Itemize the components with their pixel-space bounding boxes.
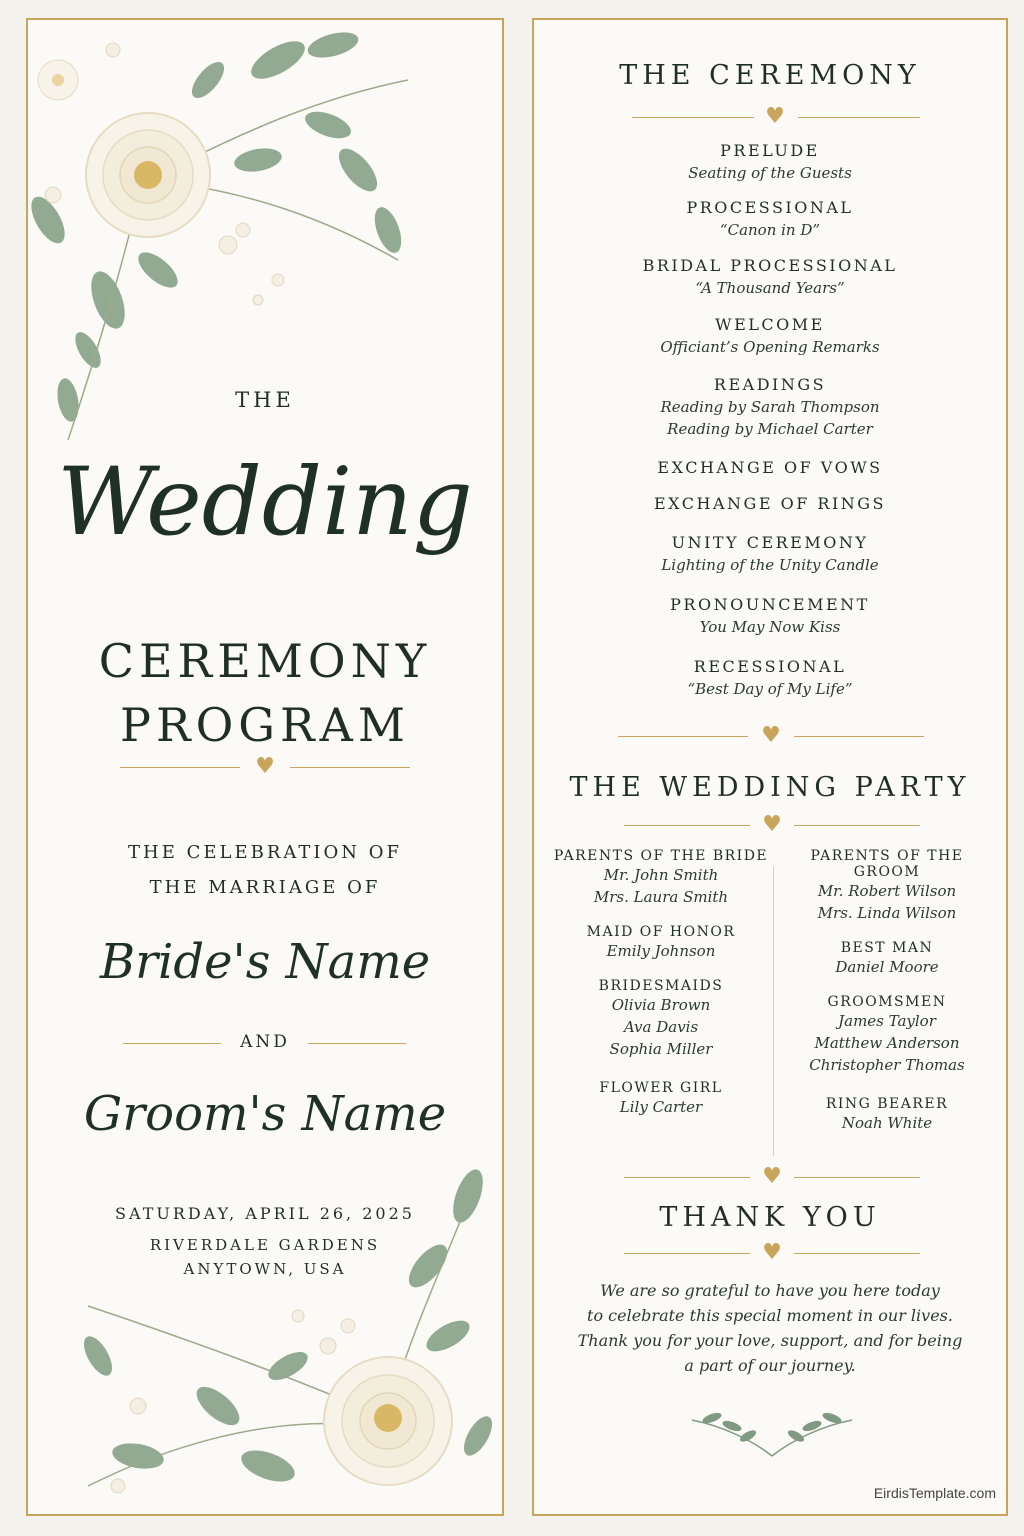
ceremony-item-unity-sub: Lighting of the Unity Candle <box>661 556 879 574</box>
party-name: Sophia Miller <box>609 1040 713 1058</box>
thanks-line: a part of our journey. <box>684 1356 856 1375</box>
role-ring-bearer: RING BEARER <box>825 1096 949 1112</box>
ceremony-item-unity: UNITY CEREMONY <box>671 533 869 552</box>
role-parents-groom: PARENTS OF THE GROOM <box>810 848 964 880</box>
ceremony-item-rings: EXCHANGE OF RINGS <box>654 494 886 513</box>
party-right-column <box>776 848 998 1134</box>
template-credit: EirdisTemplate.com <box>873 1485 996 1501</box>
cover-program-word: PROGRAM <box>120 698 410 752</box>
heart-icon: ♥ <box>765 104 785 129</box>
ceremony-item-welcome: WELCOME <box>715 315 825 334</box>
ceremony-end-divider <box>618 725 924 749</box>
ceremony-title: THE CEREMONY <box>619 60 921 91</box>
role-groomsmen: GROOMSMEN <box>827 994 947 1010</box>
ceremony-item-pronouncement: PRONOUNCEMENT <box>670 595 870 614</box>
celebration-line-2: THE MARRIAGE OF <box>149 877 381 898</box>
bride-name: Bride's Name <box>99 934 431 990</box>
and-divider-right <box>308 1043 406 1044</box>
celebration-line-1: THE CELEBRATION OF <box>128 842 402 863</box>
ceremony-title-divider <box>632 106 922 130</box>
ceremony-item-readings-sub-2: Reading by Michael Carter <box>667 420 873 438</box>
party-name: Mrs. Laura Smith <box>593 888 729 906</box>
party-name: Daniel Moore <box>835 958 939 976</box>
party-left-column <box>548 848 774 1118</box>
party-name: Ava Davis <box>623 1018 699 1036</box>
heart-icon: ♥ <box>762 812 782 837</box>
ceremony-item-readings: READINGS <box>713 375 827 394</box>
role-best-man: BEST MAN <box>840 940 934 956</box>
party-name: Lily Carter <box>619 1098 703 1116</box>
ceremony-item-welcome-sub: Officiant’s Opening Remarks <box>660 338 880 356</box>
party-title: THE WEDDING PARTY <box>569 772 971 803</box>
cover-ceremony-word: CEREMONY <box>98 634 432 688</box>
party-name: Mr. John Smith <box>603 866 719 884</box>
wedding-date: SATURDAY, APRIL 26, 2025 <box>115 1204 415 1223</box>
heart-icon: ♥ <box>255 754 275 779</box>
party-name: Mr. Robert Wilson <box>817 882 957 900</box>
party-name: James Taylor <box>838 1012 936 1030</box>
ceremony-item-processional-sub: “Canon in D” <box>719 221 821 239</box>
leaf-sprig-icon <box>682 1400 862 1460</box>
cover-panel <box>26 18 504 1516</box>
party-name: Olivia Brown <box>611 996 711 1014</box>
party-name: Mrs. Linda Wilson <box>817 904 957 922</box>
party-title-divider <box>624 814 920 838</box>
ceremony-item-prelude-sub: Seating of the Guests <box>688 164 852 182</box>
thanks-title-divider <box>624 1242 920 1266</box>
ceremony-item-processional: PROCESSIONAL <box>686 198 854 217</box>
party-name: Noah White <box>841 1114 933 1132</box>
role-maid-of-honor: MAID OF HONOR <box>586 924 736 940</box>
floral-bottom-decoration <box>28 1156 504 1516</box>
wedding-venue: RIVERDALE GARDENS <box>149 1236 381 1254</box>
thanks-message <box>534 1278 1006 1378</box>
ceremony-item-recessional: RECESSIONAL <box>693 657 847 676</box>
ceremony-item-bridal-processional-sub: “A Thousand Years” <box>695 279 845 297</box>
ceremony-item-readings-sub-1: Reading by Sarah Thompson <box>660 398 880 416</box>
heart-icon: ♥ <box>762 1240 782 1265</box>
role-bridesmaids: BRIDESMAIDS <box>598 978 724 994</box>
role-flower-girl: FLOWER GIRL <box>599 1080 723 1096</box>
party-name: Christopher Thomas <box>809 1056 965 1074</box>
wedding-location: ANYTOWN, USA <box>183 1260 347 1278</box>
cover-the: THE <box>235 388 295 412</box>
role-parents-bride: PARENTS OF THE BRIDE <box>553 848 769 864</box>
ceremony-item-prelude: PRELUDE <box>720 141 820 160</box>
party-name: Emily Johnson <box>606 942 716 960</box>
thanks-line: Thank you for your love, support, and for being <box>577 1331 963 1350</box>
and-label: AND <box>240 1032 290 1052</box>
heart-icon: ♥ <box>761 723 781 748</box>
heart-icon: ♥ <box>762 1164 782 1189</box>
thanks-line: We are so grateful to have you here today <box>600 1281 940 1300</box>
ceremony-item-bridal-processional: BRIDAL PROCESSIONAL <box>642 256 898 275</box>
thanks-title: THANK YOU <box>659 1202 881 1233</box>
ceremony-item-pronouncement-sub: You May Now Kiss <box>699 618 841 636</box>
cover-divider <box>120 756 410 780</box>
groom-name: Groom's Name <box>83 1086 447 1142</box>
party-end-divider <box>624 1166 920 1190</box>
party-name: Matthew Anderson <box>814 1034 960 1052</box>
thanks-line: to celebrate this special moment in our lives. <box>587 1306 953 1325</box>
ceremony-item-recessional-sub: “Best Day of My Life” <box>687 680 853 698</box>
cover-wedding-title: Wedding <box>57 448 473 557</box>
details-panel <box>532 18 1008 1516</box>
ceremony-item-vows: EXCHANGE OF VOWS <box>657 458 883 477</box>
